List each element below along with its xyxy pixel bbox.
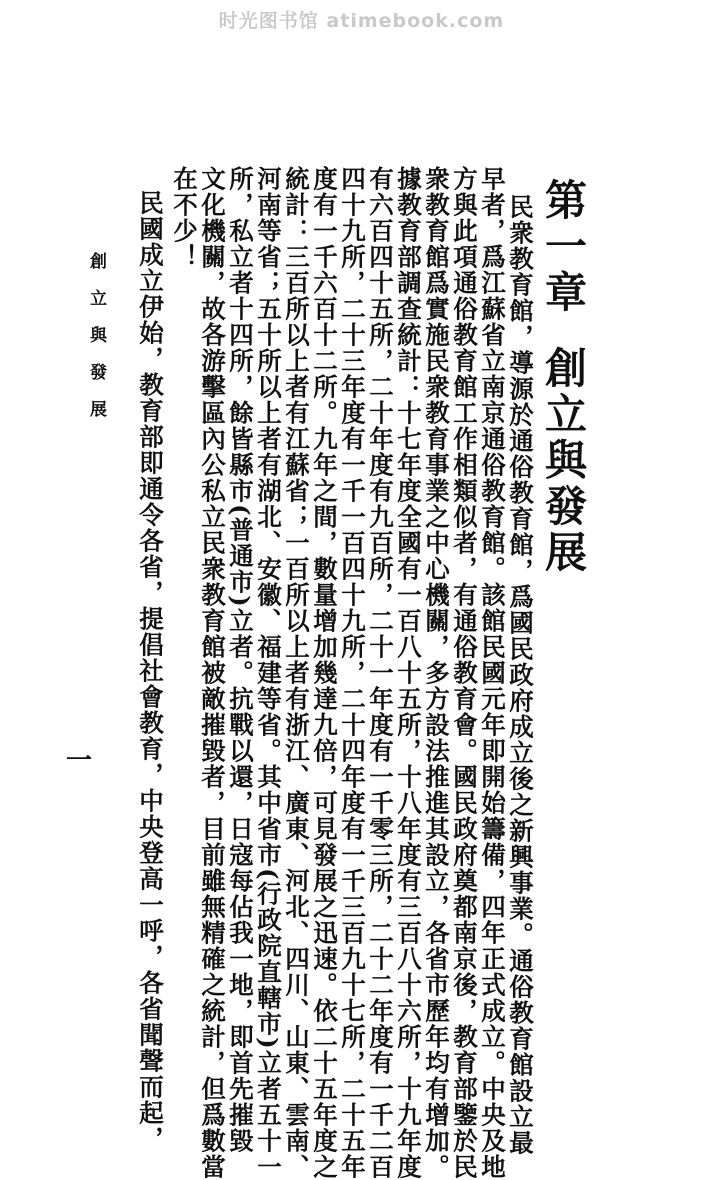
text-column-1: 民衆教育館，導源於通俗教育館，爲國民政府成立後之新興事業。通俗教育館設立最 <box>506 194 535 1156</box>
text-column-10: 河南等省；五十所以上者有湖北、安徽、福建等省。其中省市(行政院直轄市)立者五十一 <box>254 166 283 1180</box>
text-column-14: 民國成立伊始，教育部即通令各省，提倡社會教育，中央登高一呼，各省聞聲而起， <box>136 190 165 1152</box>
text-column-13: 在不少！ <box>170 166 199 270</box>
text-column-8: 度有一千六百十二所。九年之間，數量增加幾達九倍，可見發展之迅速。依二十五年度之 <box>310 166 339 1180</box>
text-column-6: 有六百四十五所，二十年度有九百所，二十一年度有一千零三所，二十二年度有一千二百 <box>366 166 395 1180</box>
chapter-number: 第一章 <box>539 178 588 316</box>
watermark: 时光图书馆 atimebook.com <box>218 10 505 32</box>
text-column-12: 文化機關，故各游擊區內公私立民衆教育館被敵摧毀者，目前雖無精確之統計，但爲數當 <box>198 166 227 1180</box>
chapter-name: 創立與發展 <box>539 346 588 576</box>
text-column-2: 早者，爲江蘇省立南京通俗教育館。該館民國元年即開始籌備，四年正式成立。中央及地 <box>478 166 507 1180</box>
running-head: 創立與發展 <box>86 252 106 437</box>
text-column-4: 衆教育館爲實施民衆教育事業之中心機關，多方設法推進其設立，各省市歷年均有增加。 <box>422 166 451 1180</box>
text-column-5: 據教育部調查統計：十七年度全國有一百八十五所，十八年度有三百八十六所，十九年度 <box>394 166 423 1180</box>
text-column-11: 所，私立者十四所，餘皆縣市(普通市)立者。抗戰以還，日寇每佔我一地，即首先摧毀 <box>226 166 255 1155</box>
text-column-9: 統計：三百所以上者有江蘇省；一百所以上者有浙江、廣東、河北、四川、山東、雲南、 <box>282 166 311 1180</box>
chapter-title <box>538 178 588 576</box>
text-column-7: 四十九所，二十三年度有一千一百四十九所，二十四年度有一千三百九十七所，二十五年 <box>338 166 367 1180</box>
text-column-3: 方與此項通俗教育館工作相類似者，有通俗教育會。國民政府奠都南京後，教育部鑒於民 <box>450 166 479 1180</box>
page-number: 一 <box>66 746 93 776</box>
